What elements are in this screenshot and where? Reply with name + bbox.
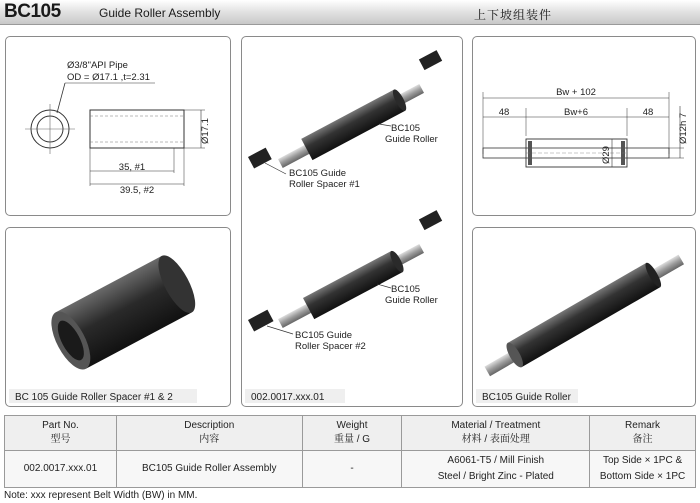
product-code: BC105 xyxy=(4,1,61,22)
cell-material: A6061-T5 / Mill Finish Steel / Bright Zinc - Plated xyxy=(402,451,590,488)
header-remark: Remark 备注 xyxy=(590,416,696,451)
roller-middle-length: Bw+6 xyxy=(563,107,589,118)
header-part-no: Part No. 型号 xyxy=(5,416,117,451)
table-header-row xyxy=(5,416,696,451)
spec-table xyxy=(4,415,696,488)
spacer-photo-caption: BC 105 Guide Roller Spacer #1 & 2 xyxy=(15,392,173,403)
product-title-cn: 上下坡组装件 xyxy=(474,8,553,22)
roller-tube-diameter: Ø29 xyxy=(601,146,612,164)
bottom-spacer-label-1: BC105 Guide xyxy=(295,330,353,341)
top-spacer-label-1: BC105 Guide xyxy=(289,168,347,179)
exploded-caption: 002.0017.xxx.01 xyxy=(251,392,325,403)
spacer-image xyxy=(5,227,231,407)
top-spacer-label-2: Roller Spacer #1 xyxy=(289,179,360,190)
table-row xyxy=(5,451,696,488)
roller-photo-caption: BC105 Guide Roller xyxy=(482,392,571,403)
bottom-spacer-label-2: Roller Spacer #2 xyxy=(295,341,366,352)
roller-drawing xyxy=(472,36,696,216)
cell-remark: Top Side × 1PC & Bottom Side × 1PC xyxy=(590,451,696,488)
roller-shaft-diameter: Ø12h 7 xyxy=(678,112,689,144)
bottom-roller-label-2: Guide Roller xyxy=(385,295,438,306)
roller-left-length: 48 xyxy=(498,107,510,118)
exploded-view xyxy=(241,36,463,407)
header-description: Description 内容 xyxy=(116,416,302,451)
od-label: OD = Ø17.1 ,t=2.31 xyxy=(67,72,150,83)
cell-description: BC105 Guide Roller Assembly xyxy=(116,451,302,488)
cell-weight: - xyxy=(302,451,402,488)
top-roller-label-2: Guide Roller xyxy=(385,134,438,145)
product-title: Guide Roller Assembly xyxy=(99,6,221,20)
spacer-drawing xyxy=(5,36,231,216)
bottom-roller-label-1: BC105 xyxy=(391,284,421,295)
roller-total-length: Bw + 102 xyxy=(556,87,596,98)
cell-part-no: 002.0017.xxx.01 xyxy=(5,451,117,488)
top-roller-label-1: BC105 xyxy=(391,123,421,134)
pipe-label: Ø3/8"API Pipe xyxy=(67,60,128,71)
spacer-length-2: 39.5, #2 xyxy=(119,185,155,196)
spacer-length-1: 35, #1 xyxy=(118,162,146,173)
header-weight: Weight 重量 / G xyxy=(302,416,402,451)
spacer-diameter: Ø17.1 xyxy=(200,118,211,144)
roller-right-length: 48 xyxy=(642,107,654,118)
header-material: Material / Treatment 材料 / 表面处理 xyxy=(402,416,590,451)
roller-image xyxy=(472,227,696,407)
footnote: Note: xxx represent Belt Width (BW) in MM. xyxy=(4,490,198,501)
